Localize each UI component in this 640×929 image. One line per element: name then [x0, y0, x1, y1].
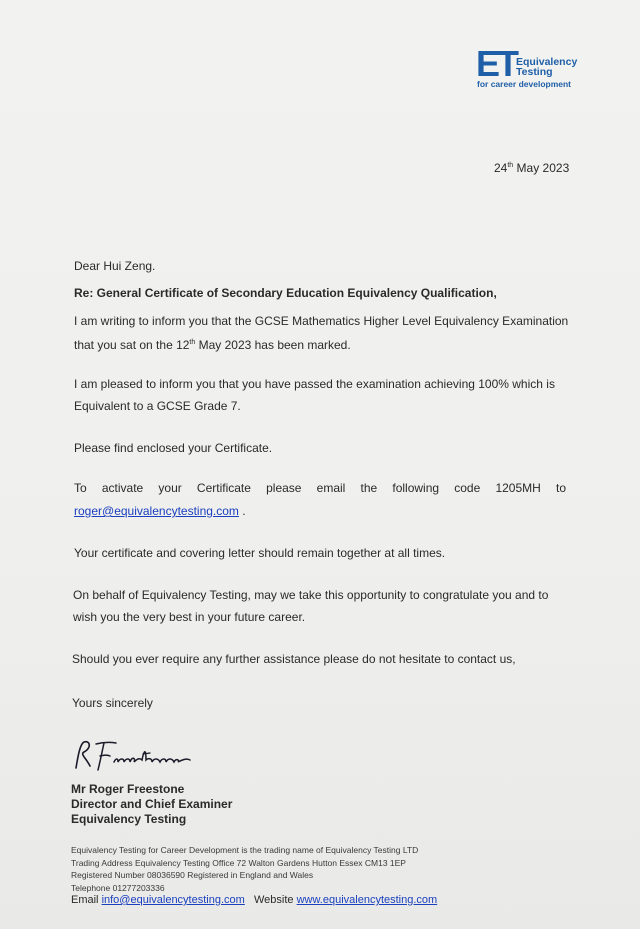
- p4-word: email: [316, 481, 346, 495]
- subject-line: Re: General Certificate of Secondary Education Equivalency Qualification,: [74, 286, 497, 300]
- p4-word: Certificate: [196, 481, 251, 495]
- date-day: 24: [494, 161, 508, 175]
- paragraph-4-line-2: [74, 501, 246, 522]
- date-suffix: th: [507, 162, 514, 169]
- letter-date: [494, 161, 569, 175]
- logo-tagline: for career development: [477, 79, 572, 89]
- p1-text-a: that you sat on the 12: [74, 338, 190, 352]
- p4-word: following: [392, 481, 440, 495]
- paragraph-3: Please find enclosed your Certificate.: [74, 441, 273, 455]
- p4-word: to: [555, 481, 566, 495]
- paragraph-6-line-1: On behalf of Equivalency Testing, may we take this opportunity to congratulate you and to: [73, 588, 549, 602]
- paragraph-2-line-1: I am pleased to inform you that you have passed the examination achieving 100% which is: [74, 377, 555, 391]
- date-month-year: May 2023: [513, 161, 570, 175]
- closing: Yours sincerely: [72, 696, 153, 710]
- logo-mark: ET: [476, 43, 517, 84]
- p4-word: To: [74, 481, 87, 495]
- footer-contact: [71, 894, 437, 906]
- p4-word: please: [266, 481, 302, 495]
- p4-word: code: [454, 481, 481, 495]
- handwritten-signature: [70, 736, 210, 778]
- footer-line: Equivalency Testing for Career Development is the trading name of Equivalency Testing LTD: [71, 845, 419, 855]
- paragraph-5: Your certificate and covering letter should remain together at all times.: [74, 546, 446, 560]
- logo-word-testing: Testing: [516, 66, 553, 78]
- footer-company-details: [71, 844, 418, 894]
- footer-line: Trading Address Equivalency Testing Office 72 Walton Gardens Hutton Essex CM13 1EP: [71, 857, 406, 868]
- p4-word: activate: [101, 481, 144, 495]
- logo-word-equivalency: Equivalency: [516, 56, 578, 68]
- signer-organization: Equivalency Testing: [71, 812, 187, 826]
- footer-line: Telephone 01277203336: [71, 882, 165, 893]
- signer-name: Mr Roger Freestone: [71, 782, 185, 796]
- footer-email-label: Email: [71, 894, 102, 906]
- paragraph-4-line-1: [74, 481, 566, 495]
- footer-email-link[interactable]: info@equivalencytesting.com: [101, 894, 245, 906]
- p4-word: the: [360, 481, 378, 495]
- footer-website-label: Website: [244, 894, 297, 906]
- footer-line: Registered Number 08036590 Registered in England and Wales: [71, 870, 314, 880]
- company-logo: [476, 43, 596, 93]
- paragraph-7: Should you ever require any further assistance please do not hesitate to contact us,: [72, 652, 516, 666]
- paragraph-6-line-2: wish you the very best in your future career.: [73, 610, 306, 624]
- salutation: Dear Hui Zeng.: [74, 259, 156, 273]
- p1-sup: th: [189, 339, 196, 346]
- contact-email-link[interactable]: roger@equivalencytesting.com: [74, 504, 239, 518]
- footer-website-link[interactable]: www.equivalencytesting.com: [296, 894, 438, 906]
- paragraph-1-line-2: [74, 332, 351, 356]
- p4-end: .: [238, 504, 246, 518]
- paragraph-1-line-1: I am writing to inform you that the GCSE Mathematics Higher Level Equivalency Examination: [74, 314, 569, 328]
- signer-title: Director and Chief Examiner: [71, 797, 233, 811]
- p4-word: your: [158, 481, 182, 495]
- activation-code: 1205MH: [495, 481, 541, 495]
- paragraph-2-line-2: Equivalent to a GCSE Grade 7.: [74, 399, 241, 413]
- p1-text-b: May 2023 has been marked.: [195, 338, 351, 352]
